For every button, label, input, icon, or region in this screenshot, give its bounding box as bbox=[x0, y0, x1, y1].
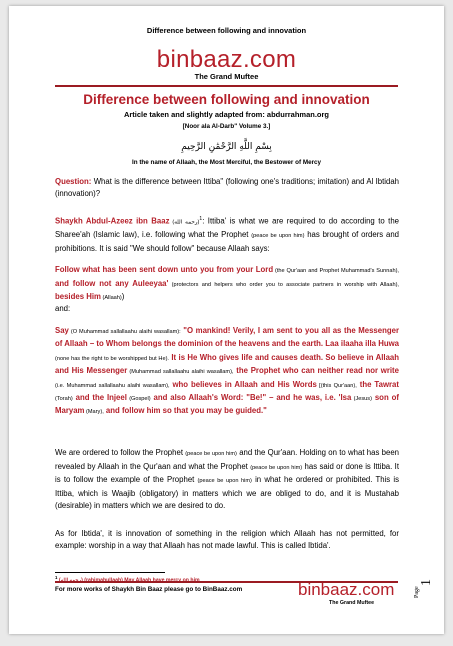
verse-1-note: (protectors and helpers who order you to associate partners in worship with Allaah), bbox=[168, 281, 399, 288]
answer-paragraph bbox=[55, 214, 399, 255]
verse-2-note: (Torah) bbox=[55, 396, 73, 403]
scholar-honorific: (رحمه الله) bbox=[169, 219, 200, 226]
pbuh: (peace be upon him) bbox=[250, 464, 303, 471]
question-text: What is the difference between Ittiba" (following one's traditions; imitation) and Al Ibtidah (innovation)? bbox=[55, 177, 399, 198]
page-number: 1 bbox=[419, 579, 434, 586]
article-title: Difference between following and innovation bbox=[83, 92, 370, 107]
verse-2 bbox=[55, 325, 399, 419]
verse-2-note: (Gospel) bbox=[126, 396, 151, 403]
footnote-number: 1 bbox=[55, 575, 58, 580]
answer-text-2: has brought of orders and prohibitions. It is said "We should follow" because Allaah says: bbox=[55, 230, 399, 253]
verse-2-note: (none has the right to be worshipped but He). bbox=[55, 355, 169, 362]
para-text: We are ordered to follow the Prophet bbox=[55, 448, 186, 457]
verse-2-note: [(this Qur'aan), bbox=[316, 382, 357, 389]
verse-1-part: Follow what has been sent down unto you from your Lord bbox=[55, 265, 274, 274]
verse-2-part: who believes in Allaah and His Words bbox=[169, 379, 317, 389]
basmala-arabic: بِسْمِ اللَّهِ الرَّحْمَٰنِ الرَّحِيمِ bbox=[181, 142, 272, 152]
verse-1-close: ) bbox=[121, 292, 125, 302]
question-label: Question: bbox=[55, 177, 92, 186]
para-text: has said or done is Ittiba. It is to follow the example of the Prophet bbox=[55, 461, 399, 485]
para-text: and the Qur'aan. Holding on to what has been revealed by Allaah in the Qur'aan and what the Prophet bbox=[55, 448, 399, 471]
document-page bbox=[9, 6, 444, 634]
verse-2-note: (Jesus) bbox=[351, 396, 372, 403]
logo-subtitle: The Grand Muftee bbox=[194, 72, 259, 81]
footnote-rule bbox=[55, 572, 165, 573]
site-logo[interactable]: binbaaz.com bbox=[156, 46, 297, 73]
pbuh: (peace be upon him) bbox=[197, 478, 252, 485]
verse-2-part: "O mankind! Verily, I am sent to you all as the Messenger of Allaah – to Whom belongs the dominion of the heavens and the earth. Laa ilaaha illa Huwa bbox=[55, 326, 399, 349]
footer-text[interactable]: For more works of Shaykh Bin Baaz please go to BinBaaz.com bbox=[55, 586, 243, 593]
verse-2-note: (i.e. Muhammad sallallaahu alaihi wasallam), bbox=[55, 382, 170, 389]
question-paragraph bbox=[55, 176, 399, 199]
basmala-english: In the name of Allaah, the Most Merciful, the Bestower of Mercy bbox=[131, 159, 322, 166]
verse-2-part: son of Maryam bbox=[55, 393, 399, 416]
pbuh: (peace be upon him) bbox=[185, 451, 237, 457]
answer-text: : Ittiba' is what we are required to do according to the Sharee'ah (Islamic law), i.e. following what the Prophet bbox=[55, 216, 399, 240]
following-paragraph bbox=[55, 447, 399, 512]
header-rule bbox=[55, 85, 398, 87]
verse-2-part: the Tawrat bbox=[356, 379, 399, 389]
verse-2-part: and also Allaah's Word: "Be!" – and he was, i.e. 'Isa bbox=[150, 393, 352, 403]
verse-1-note: (Allaah) bbox=[100, 295, 122, 302]
verse-1-part: besides Him bbox=[55, 292, 101, 302]
ibtida-paragraph: As for Ibtida', it is innovation of something in the religion which Allaah has not permitted, for example: worship in a way that Allaah has not made lawful. This is called Ibtida'. bbox=[55, 529, 399, 550]
article-reference: [Noor ala Al-Darb" Volume 3.] bbox=[182, 123, 271, 130]
verse-2-part: Say bbox=[55, 326, 69, 335]
verse-2-part: and the Injeel bbox=[72, 393, 127, 403]
pbuh: (peace be upon him) bbox=[251, 233, 305, 240]
header-title: Difference between following and innovation bbox=[146, 26, 307, 35]
verse-2-note: (Muhammad sallallaahu alaihi wasallam), bbox=[127, 369, 234, 376]
article-source: Article taken and slightly adapted from: abdurrahman.org bbox=[123, 110, 330, 119]
verse-2-note: (O Muhammad sallallaahu alaihi wasallam): bbox=[68, 329, 181, 335]
verse-2-part: It is He Who gives life and causes death. So believe in Allaah and His Messenger bbox=[55, 352, 400, 376]
and-text: and: bbox=[55, 304, 71, 313]
verse-1-part: and follow not any Auleeyaa' bbox=[55, 278, 169, 288]
scholar-name: Shaykh Abdul-Azeez ibn Baaz bbox=[55, 216, 170, 226]
page-number-block bbox=[409, 564, 439, 604]
footnote-ref[interactable]: 1 bbox=[199, 216, 203, 222]
page-label: Page bbox=[414, 586, 420, 598]
footer-logo-subtitle: The Grand Muftee bbox=[329, 600, 375, 606]
verse-2-part: the Prophet who can neither read nor write bbox=[233, 366, 399, 376]
footnote-text: (رحمه الله) (rahimahullaah) May Allaah have mercy on him bbox=[57, 577, 200, 584]
para-text: in what he ordered or prohibited. This is Ittiba, which is Waajib (obligatory) in matters which we are obliged to do, and it is Mustahab (desirable) in matters which we are desired to do. bbox=[55, 475, 400, 510]
footer-logo[interactable]: binbaaz.com bbox=[298, 580, 395, 599]
verse-2-note: (Mary), bbox=[84, 409, 104, 416]
verse-1-note: (the Qur'aan and Prophet Muhammad's Sunnah), bbox=[273, 268, 399, 274]
verse-2-part: and follow him so that you may be guided." bbox=[103, 406, 267, 416]
verse-1 bbox=[55, 264, 399, 305]
